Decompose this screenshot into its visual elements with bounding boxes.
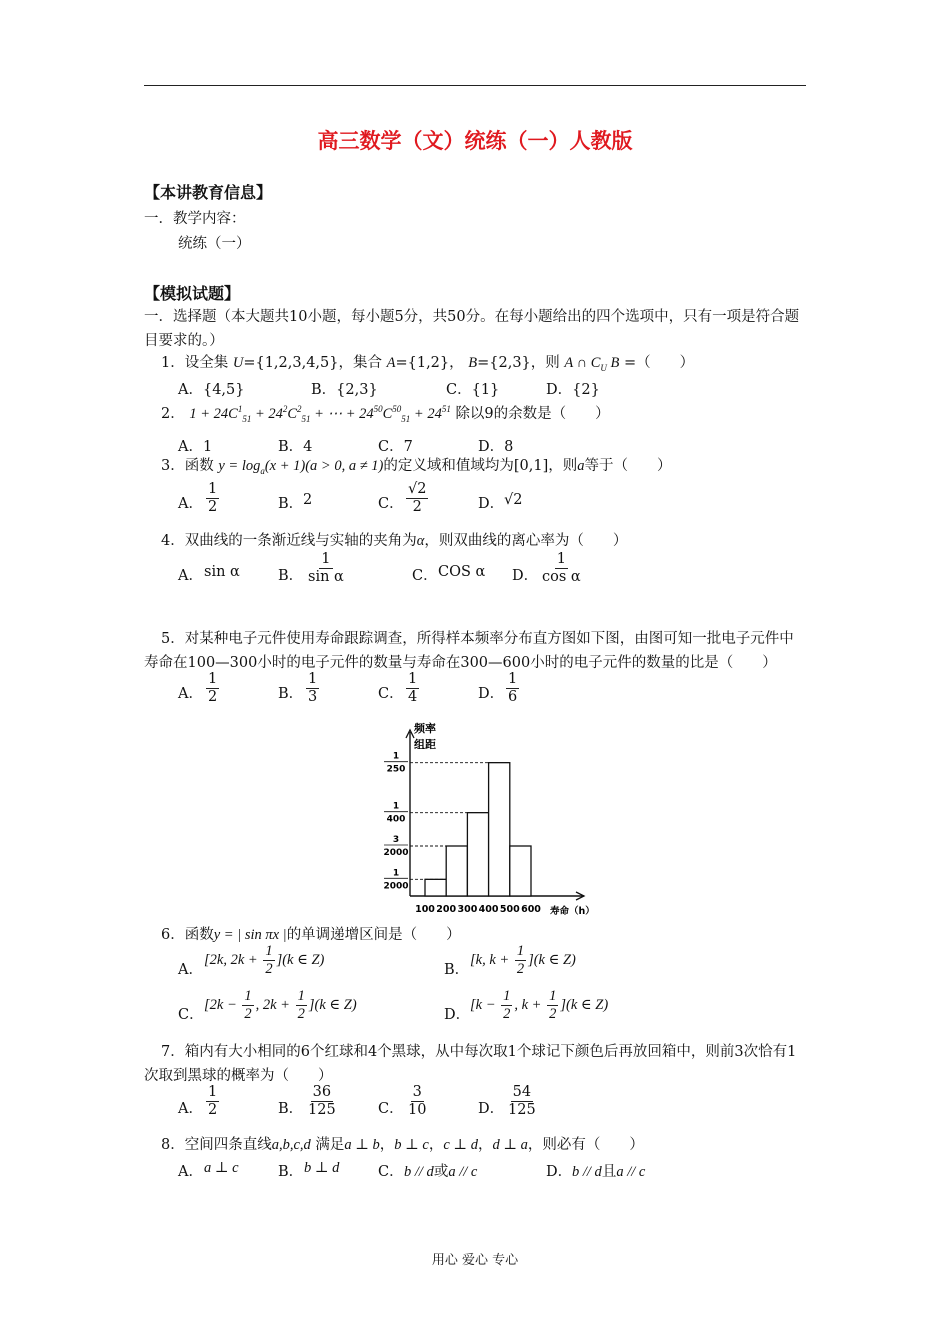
- histogram-bar: [425, 879, 446, 896]
- option[interactable]: B．4: [278, 439, 313, 455]
- option[interactable]: D．: [478, 1101, 505, 1117]
- x-tick-label: 300: [457, 904, 478, 915]
- option[interactable]: A．: [178, 568, 203, 584]
- option[interactable]: C．: [378, 686, 404, 702]
- x-tick-label: 200: [436, 904, 457, 915]
- option[interactable]: C．: [378, 1164, 404, 1180]
- section-heading-exam: 【模拟试题】: [144, 284, 241, 303]
- option[interactable]: C．: [178, 1007, 204, 1023]
- histogram-bar: [467, 813, 488, 896]
- y-tick-den: 2000: [383, 881, 409, 892]
- histogram-bar: [489, 763, 510, 896]
- option[interactable]: C．: [378, 496, 404, 512]
- option[interactable]: A．: [178, 1164, 203, 1180]
- y-tick-num: 1: [392, 868, 400, 879]
- x-tick-label: 400: [478, 904, 499, 915]
- page-title: 高三数学（文）统练（一）人教版: [317, 129, 633, 153]
- y-tick-num: 1: [392, 801, 400, 812]
- histogram-chart: [370, 718, 610, 922]
- question-3: 3．函数 $y = \log_a(x + 1)(a > 0$, a ≠ 1)的定义域和值域均为[0,1]，则a等于（ ）: [161, 458, 672, 476]
- option[interactable]: D．: [512, 568, 539, 584]
- x-axis-label: 寿命（h）: [550, 906, 595, 917]
- option[interactable]: C．{1}: [446, 382, 500, 398]
- y-tick-den: 2000: [383, 848, 409, 858]
- option[interactable]: D．{2}: [546, 382, 600, 398]
- option[interactable]: D．: [444, 1007, 471, 1023]
- option[interactable]: A．: [178, 962, 203, 978]
- option[interactable]: C．: [412, 568, 438, 584]
- histogram-bar: [510, 846, 531, 896]
- x-tick-label: 100: [415, 904, 435, 915]
- content-label: 一．教学内容：: [144, 211, 246, 227]
- option[interactable]: B．: [278, 496, 304, 512]
- footer: 用心 爱心 专心: [431, 1253, 519, 1268]
- option[interactable]: D．: [478, 686, 505, 702]
- option[interactable]: D．: [478, 496, 505, 512]
- x-tick-label: 500: [499, 904, 520, 915]
- option[interactable]: A．1: [178, 439, 213, 455]
- option[interactable]: B．: [278, 686, 304, 702]
- option[interactable]: B．: [278, 1101, 304, 1117]
- option[interactable]: D．8: [478, 439, 514, 455]
- question-6: 6．函数y = | sin πx |的单调递增区间是（ ）: [161, 927, 461, 943]
- instructions: 一．选择题（本大题共10小题，每小题5分，共50分。在每小题给出的四个选项中，只有一项是符合题目要求的。）: [144, 309, 800, 349]
- content-value: 统练（一）: [178, 236, 251, 252]
- y-axis-label-num: 频率: [414, 722, 436, 735]
- option[interactable]: B．: [444, 962, 470, 978]
- option[interactable]: B．: [278, 1164, 304, 1180]
- x-tick-label: 600: [521, 904, 541, 915]
- question-2: 2． $1 + 24C^1_{51} + 24^2C^2_{51}$ + ⋯ + $24^{50}C^{50}_{51} + 24^{51}$ 除以9的余数是（ ）: [161, 404, 610, 424]
- option[interactable]: A．: [178, 496, 203, 512]
- question-5: 5．对某种电子元件使用寿命跟踪调查，所得样本频率分布直方图如下图，由图可知一批电子元件中寿命在100—300小时的电子元件的数量与寿命在300—600小时的电子元件的数量的比是（ ）: [144, 631, 794, 671]
- question-4: 4．双曲线的一条渐近线与实轴的夹角为α，则双曲线的离心率为（ ）: [161, 533, 628, 549]
- question-1: 1．设全集 U={1,2,3,4,5}，集合 A={1,2}， B={2,3}，则 A ∩ $C_U$ B =（ ）: [161, 355, 695, 373]
- option[interactable]: D．: [546, 1164, 573, 1180]
- option[interactable]: C．: [378, 1101, 404, 1117]
- y-axis-label-den: 组距: [414, 738, 436, 751]
- option[interactable]: A．: [178, 686, 203, 702]
- y-tick-num: 3: [392, 835, 400, 845]
- histogram-bar: [446, 846, 467, 896]
- option[interactable]: A．{4,5}: [178, 382, 245, 398]
- option[interactable]: A．: [178, 1101, 203, 1117]
- y-tick-den: 400: [386, 814, 406, 825]
- question-7: 7．箱内有大小相同的6个红球和4个黑球，从中每次取1个球记下颜色后再放回箱中，则前3次恰有1次取到黑球的概率为（ ）: [144, 1044, 797, 1084]
- option[interactable]: C．7: [378, 439, 413, 455]
- y-tick-num: 1: [392, 751, 400, 762]
- header-rule: [144, 85, 806, 86]
- question-8: 8．空间四条直线a,b,c,d 满足a ⊥ b，b ⊥ c，c ⊥ d，d ⊥ a，则必有（ ）: [161, 1137, 644, 1153]
- option[interactable]: B．: [278, 568, 304, 584]
- y-tick-den: 250: [386, 764, 406, 775]
- option[interactable]: B．{2,3}: [311, 382, 378, 398]
- section-heading-info: 【本讲教育信息】: [144, 183, 273, 202]
